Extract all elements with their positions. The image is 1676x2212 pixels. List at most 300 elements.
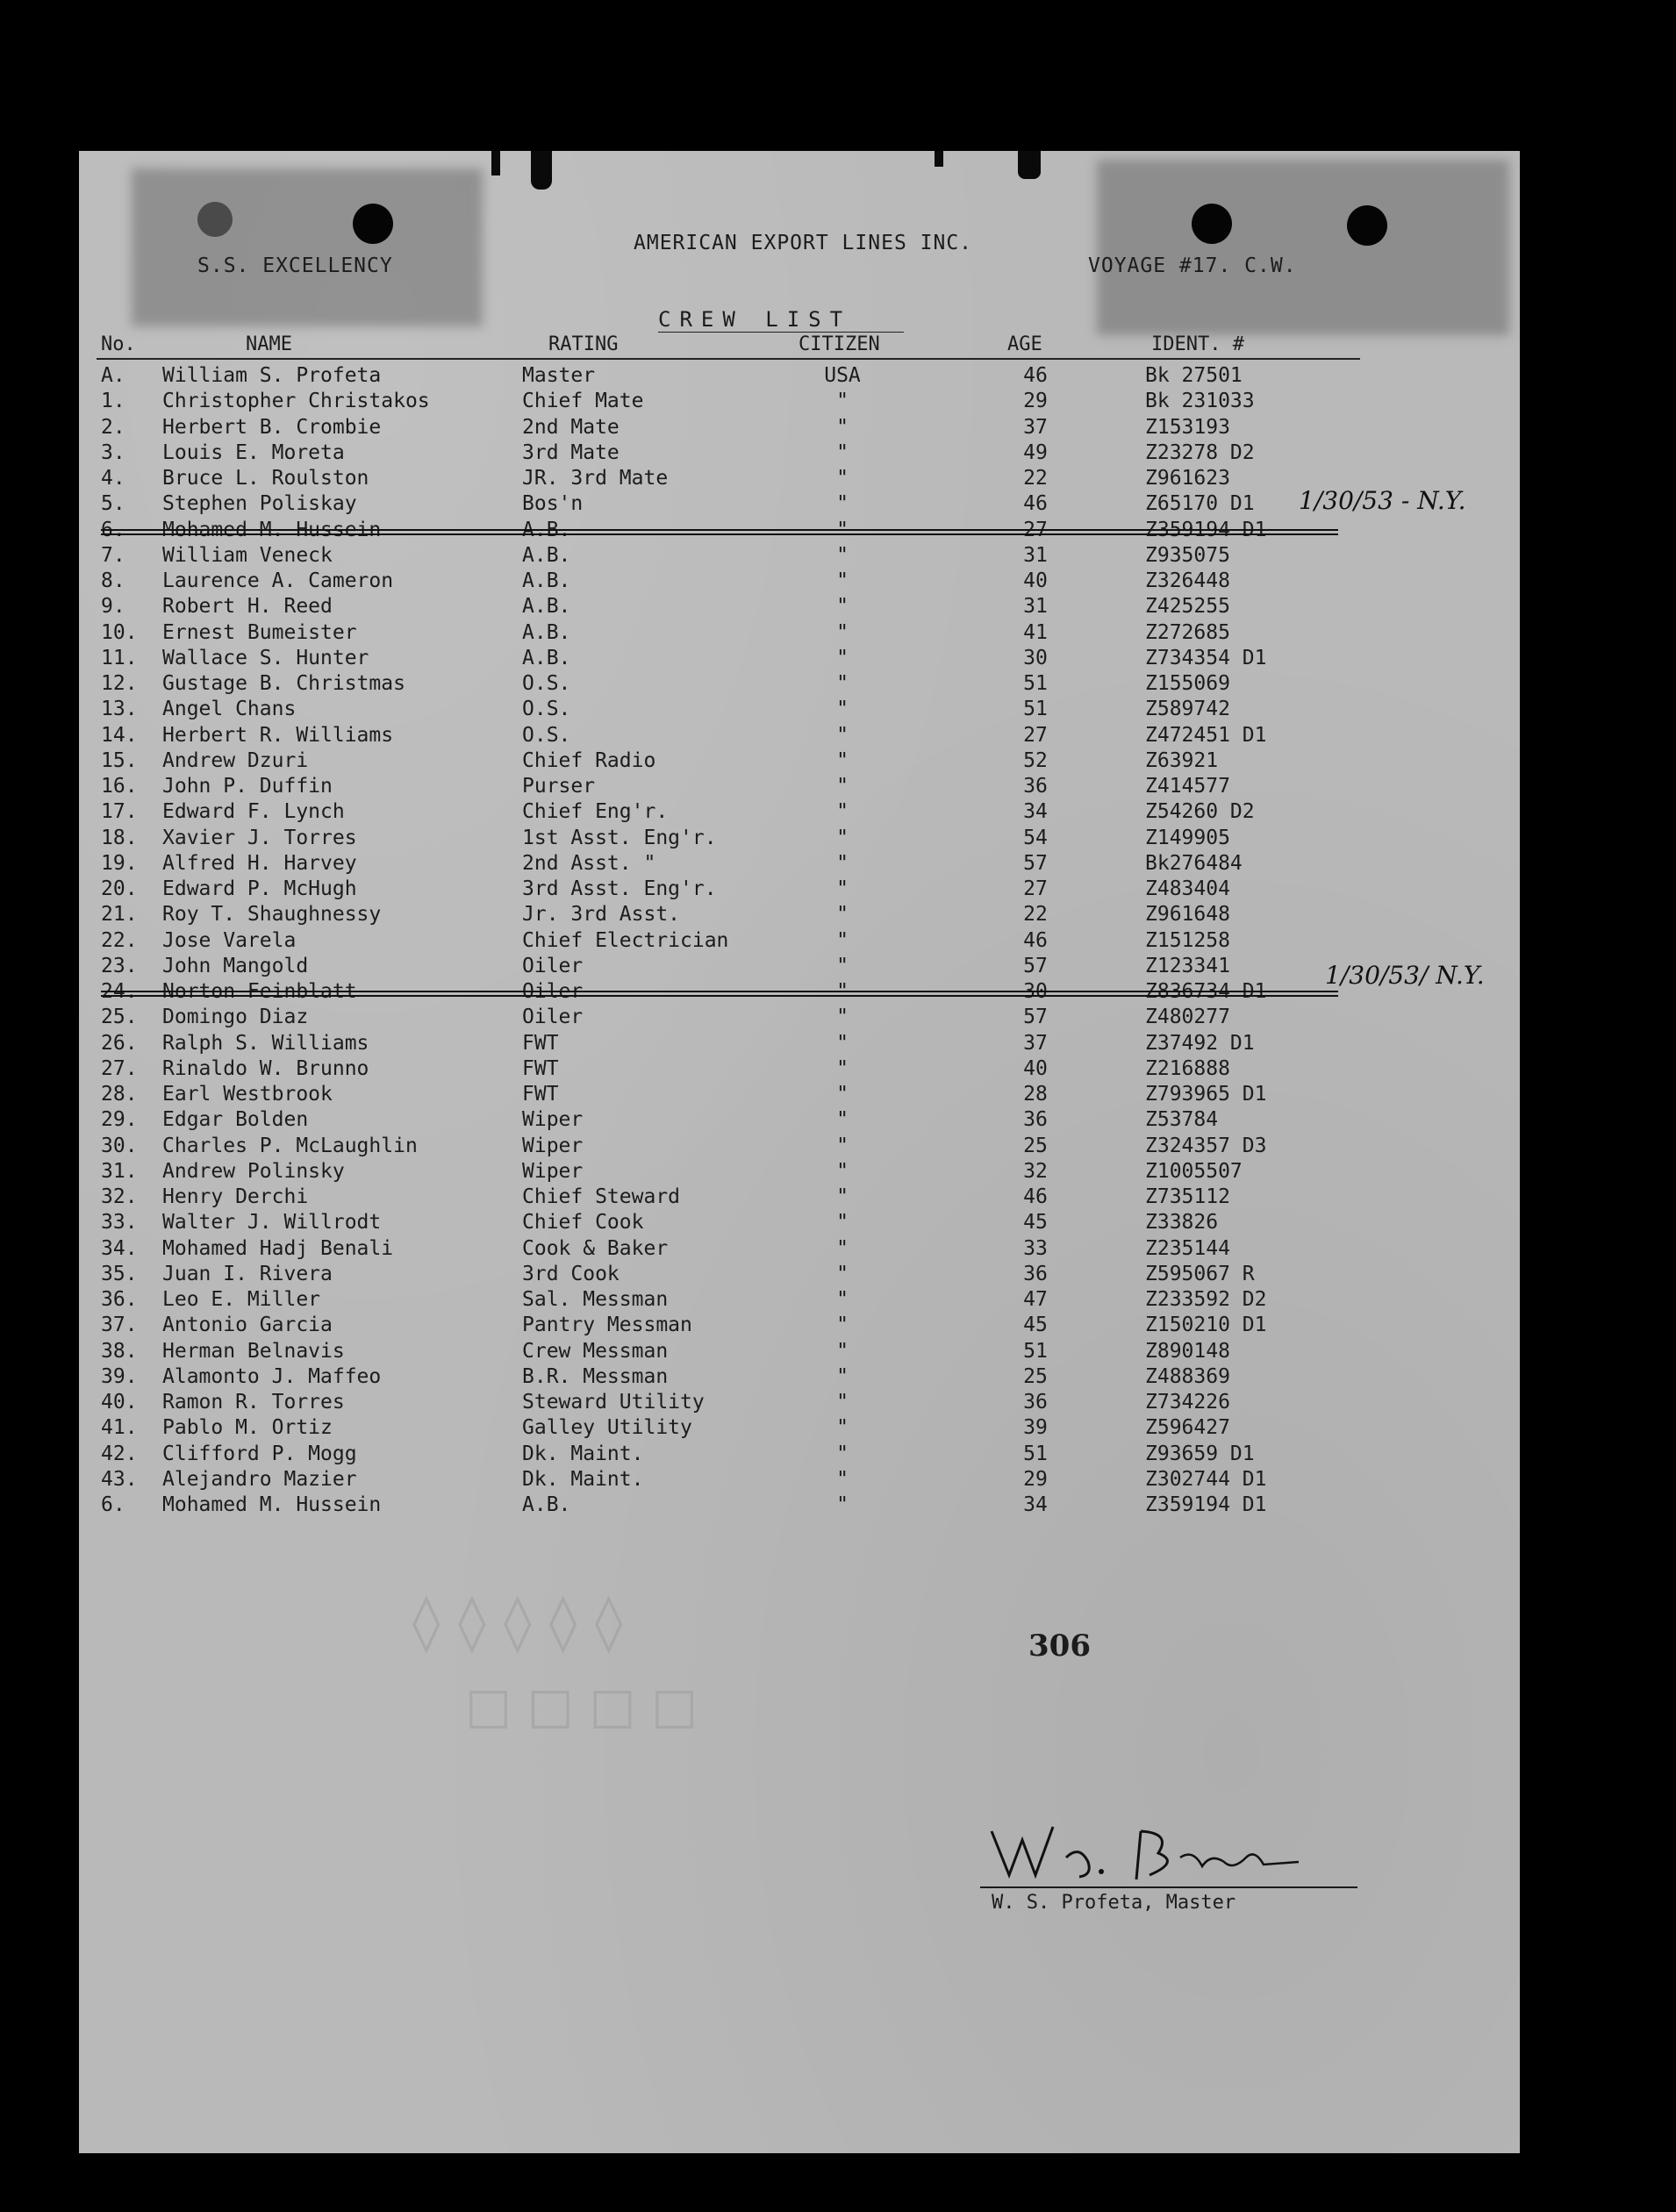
crew-no: 28. [101, 1083, 138, 1106]
ship-name: S.S. EXCELLENCY [197, 254, 393, 277]
table-row [79, 954, 1520, 990]
crew-name: Edward P. McHugh [162, 877, 357, 900]
column-header-citizen: CITIZEN [799, 333, 880, 355]
crew-no: 32. [101, 1185, 138, 1208]
crew-citizen: " [836, 851, 849, 875]
crew-no: 34. [101, 1236, 138, 1260]
crew-name: Stephen Poliskay [162, 492, 357, 516]
crew-age: 57 [1023, 851, 1048, 875]
table-row [79, 851, 1520, 877]
crew-ident: Z53784 [1145, 1108, 1219, 1132]
crew-citizen: " [836, 1493, 849, 1516]
crew-age: 46 [1023, 928, 1048, 952]
crew-ident: Z37492 D1 [1145, 1031, 1255, 1055]
crew-citizen: " [836, 415, 849, 439]
crew-ident: Z235144 [1145, 1236, 1230, 1260]
crew-ident: Z596427 [1145, 1416, 1230, 1440]
crew-rating: 2nd Asst. " [522, 851, 656, 875]
crew-no: 23. [101, 954, 138, 977]
crew-age: 46 [1023, 364, 1048, 387]
crew-age: 57 [1023, 954, 1048, 977]
crew-no: A. [101, 364, 125, 387]
crew-rating: Cook & Baker [522, 1236, 669, 1260]
crew-rating: Chief Radio [522, 748, 656, 772]
strikethrough-line [101, 995, 1338, 997]
crew-age: 40 [1023, 1056, 1048, 1080]
crew-rating: Chief Mate [522, 390, 644, 413]
crew-name: Domingo Diaz [162, 1006, 309, 1029]
table-row [79, 1236, 1520, 1262]
crew-citizen: " [836, 1442, 849, 1465]
crew-name: Herbert R. Williams [162, 723, 394, 747]
crew-citizen: " [836, 1083, 849, 1106]
crew-name: Henry Derchi [162, 1185, 309, 1208]
table-row [79, 1107, 1520, 1133]
crew-no: 6. [101, 1493, 125, 1516]
table-row [79, 1442, 1520, 1467]
table-row [79, 1082, 1520, 1107]
crew-ident: Z123341 [1145, 954, 1230, 977]
crew-age: 46 [1023, 492, 1048, 516]
handwritten-annotation: 1/30/53/ N.Y. [1325, 960, 1485, 990]
column-header-age: AGE [1007, 333, 1042, 355]
table-row [79, 1415, 1520, 1441]
bleed-through-marks: ◊ ◊ ◊ ◊ ◊ [412, 1590, 623, 1655]
crew-name: Pablo M. Ortiz [162, 1416, 333, 1440]
table-row [79, 928, 1520, 954]
strikethrough-line [101, 533, 1338, 535]
crew-age: 25 [1023, 1364, 1048, 1388]
table-row [79, 1159, 1520, 1185]
crew-rating: A.B. [522, 1493, 571, 1516]
crew-no: 30. [101, 1134, 138, 1157]
crew-rating: 3rd Cook [522, 1262, 620, 1285]
crew-rating: FWT [522, 1083, 559, 1106]
signature-line [980, 1886, 1357, 1888]
crew-name: Christopher Christakos [162, 390, 430, 413]
crew-age: 51 [1023, 672, 1048, 695]
paper-tear [531, 151, 552, 190]
table-row [79, 440, 1520, 466]
crew-name: William S. Profeta [162, 364, 382, 387]
crew-age: 41 [1023, 620, 1048, 644]
crew-no: 5. [101, 492, 125, 516]
crew-rating: 3rd Asst. Eng'r. [522, 877, 717, 900]
crew-age: 51 [1023, 1442, 1048, 1465]
table-row [79, 1210, 1520, 1235]
column-header-rating: RATING [548, 333, 619, 355]
crew-no: 2. [101, 415, 125, 439]
document-title: CREW LIST [658, 307, 852, 332]
crew-rating: Oiler [522, 1006, 584, 1029]
table-row [79, 748, 1520, 774]
crew-no: 26. [101, 1031, 138, 1055]
crew-no: 39. [101, 1364, 138, 1388]
crew-name: Edward F. Lynch [162, 800, 345, 824]
table-row [79, 363, 1520, 389]
crew-ident: Z961623 [1145, 467, 1230, 490]
crew-ident: Z425255 [1145, 595, 1230, 619]
table-row [79, 389, 1520, 414]
table-row [79, 1031, 1520, 1056]
crew-rating: Sal. Messman [522, 1288, 669, 1311]
crew-age: 28 [1023, 1083, 1048, 1106]
crew-name: Ramon R. Torres [162, 1391, 345, 1414]
crew-ident: Z589742 [1145, 698, 1230, 721]
crew-name: Robert H. Reed [162, 595, 333, 619]
strikethrough-line [101, 991, 1338, 992]
table-row [79, 1313, 1520, 1338]
crew-citizen: " [836, 1134, 849, 1157]
crew-ident: Z302744 D1 [1145, 1467, 1267, 1491]
crew-ident: Bk 231033 [1145, 390, 1255, 413]
crew-rating: Chief Electrician [522, 928, 729, 952]
crew-ident: Z216888 [1145, 1056, 1230, 1080]
table-row [79, 1390, 1520, 1415]
table-row [79, 1185, 1520, 1210]
crew-age: 32 [1023, 1159, 1048, 1183]
crew-name: Bruce L. Roulston [162, 467, 369, 490]
crew-rating: Chief Eng'r. [522, 800, 669, 824]
crew-citizen: " [836, 1031, 849, 1055]
voyage-number: VOYAGE #17. C.W. [1088, 254, 1297, 277]
table-row [79, 799, 1520, 825]
table-row [79, 774, 1520, 799]
crew-ident: Z735112 [1145, 1185, 1230, 1208]
crew-name: Jose Varela [162, 928, 297, 952]
crew-age: 31 [1023, 543, 1048, 567]
crew-name: Edgar Bolden [162, 1108, 309, 1132]
crew-name: Herman Belnavis [162, 1339, 345, 1363]
crew-citizen: " [836, 723, 849, 747]
crew-age: 27 [1023, 877, 1048, 900]
column-header-ident: IDENT. # [1151, 333, 1244, 355]
crew-ident: Z734226 [1145, 1391, 1230, 1414]
crew-rating: Purser [522, 775, 596, 798]
crew-rating: Pantry Messman [522, 1314, 692, 1337]
crew-citizen: " [836, 492, 849, 516]
crew-no: 15. [101, 748, 138, 772]
crew-name: Mohamed M. Hussein [162, 1493, 382, 1516]
crew-ident: Z359194 D1 [1145, 1493, 1267, 1516]
crew-rating: Chief Cook [522, 1211, 644, 1235]
crew-rating: Chief Steward [522, 1185, 681, 1208]
crew-age: 39 [1023, 1416, 1048, 1440]
punch-hole [353, 204, 393, 244]
paper-tear [1018, 151, 1041, 179]
table-row [79, 486, 1520, 517]
crew-no: 9. [101, 595, 125, 619]
crew-citizen: " [836, 595, 849, 619]
crew-ident: Z155069 [1145, 672, 1230, 695]
crew-rating: Oiler [522, 954, 584, 977]
handwritten-annotation: 1/30/53 - N.Y. [1299, 486, 1466, 516]
table-row [79, 1005, 1520, 1030]
crew-age: 49 [1023, 440, 1048, 464]
crew-rating: Crew Messman [522, 1339, 669, 1363]
crew-ident: Z595067 R [1145, 1262, 1255, 1285]
crew-citizen: " [836, 467, 849, 490]
crew-no: 20. [101, 877, 138, 900]
crew-citizen: " [836, 672, 849, 695]
paper-tear [935, 151, 943, 167]
crew-rating: O.S. [522, 698, 571, 721]
crew-citizen: " [836, 1185, 849, 1208]
crew-name: Antonio Garcia [162, 1314, 333, 1337]
crew-name: John P. Duffin [162, 775, 333, 798]
crew-ident: Z483404 [1145, 877, 1230, 900]
crew-name: Juan I. Rivera [162, 1262, 333, 1285]
crew-age: 36 [1023, 775, 1048, 798]
crew-ident: Bk 27501 [1145, 364, 1243, 387]
crew-name: Walter J. Willrodt [162, 1211, 382, 1235]
crew-no: 43. [101, 1467, 138, 1491]
crew-age: 51 [1023, 1339, 1048, 1363]
table-row [79, 594, 1520, 619]
crew-citizen: " [836, 928, 849, 952]
column-header-no: No. [101, 333, 136, 355]
crew-citizen: " [836, 748, 849, 772]
table-row [79, 543, 1520, 569]
crew-no: 1. [101, 390, 125, 413]
crew-ident: Z326448 [1145, 569, 1230, 592]
crew-name: Clifford P. Mogg [162, 1442, 357, 1465]
punch-hole [197, 202, 233, 237]
crew-no: 27. [101, 1056, 138, 1080]
crew-age: 51 [1023, 698, 1048, 721]
crew-no: 33. [101, 1211, 138, 1235]
crew-age: 36 [1023, 1108, 1048, 1132]
crew-name: Andrew Polinsky [162, 1159, 345, 1183]
table-row [79, 569, 1520, 594]
crew-citizen: " [836, 543, 849, 567]
crew-ident: Z33826 [1145, 1211, 1219, 1235]
crew-name: Laurence A. Cameron [162, 569, 394, 592]
crew-rating: A.B. [522, 569, 571, 592]
crew-citizen: " [836, 800, 849, 824]
crew-no: 25. [101, 1006, 138, 1029]
crew-name: Xavier J. Torres [162, 826, 357, 849]
crew-ident: Z935075 [1145, 543, 1230, 567]
crew-age: 34 [1023, 800, 1048, 824]
crew-citizen: " [836, 1391, 849, 1414]
crew-no: 11. [101, 646, 138, 669]
crew-rating: O.S. [522, 672, 571, 695]
crew-rating: JR. 3rd Mate [522, 467, 669, 490]
crew-age: 29 [1023, 390, 1048, 413]
crew-rating: 1st Asst. Eng'r. [522, 826, 717, 849]
crew-rating: B.R. Messman [522, 1364, 669, 1388]
crew-citizen: " [836, 1364, 849, 1388]
crew-name: Mohamed Hadj Benali [162, 1236, 394, 1260]
crew-name: Wallace S. Hunter [162, 646, 369, 669]
crew-age: 22 [1023, 903, 1048, 927]
table-row [79, 671, 1520, 697]
crew-age: 22 [1023, 467, 1048, 490]
crew-rating: Wiper [522, 1134, 584, 1157]
crew-age: 52 [1023, 748, 1048, 772]
crew-rating: Galley Utility [522, 1416, 692, 1440]
crew-citizen: " [836, 1159, 849, 1183]
table-row [79, 1134, 1520, 1159]
crew-no: 42. [101, 1442, 138, 1465]
crew-ident: Bk276484 [1145, 851, 1243, 875]
crew-ident: Z414577 [1145, 775, 1230, 798]
crew-rating: Bos'n [522, 492, 584, 516]
crew-citizen: " [836, 646, 849, 669]
crew-ident: Z65170 D1 [1145, 492, 1255, 516]
crew-age: 30 [1023, 646, 1048, 669]
crew-no: 40. [101, 1391, 138, 1414]
crew-name: Louis E. Moreta [162, 440, 345, 464]
crew-no: 41. [101, 1416, 138, 1440]
crew-ident: Z233592 D2 [1145, 1288, 1267, 1311]
punch-hole [1192, 204, 1232, 244]
table-row [79, 826, 1520, 851]
table-row-struck [79, 518, 1520, 543]
crew-rating: A.B. [522, 620, 571, 644]
crew-name: William Veneck [162, 543, 333, 567]
crew-age: 31 [1023, 595, 1048, 619]
crew-name: Roy T. Shaughnessy [162, 903, 382, 927]
table-row-struck [79, 979, 1520, 1005]
table-row [79, 723, 1520, 748]
crew-citizen: " [836, 954, 849, 977]
crew-citizen: " [836, 903, 849, 927]
punch-hole [1347, 205, 1387, 246]
crew-name: Andrew Dzuri [162, 748, 309, 772]
crew-name: Gustage B. Christmas [162, 672, 405, 695]
crew-citizen: " [836, 1211, 849, 1235]
crew-age: 57 [1023, 1006, 1048, 1029]
crew-age: 37 [1023, 1031, 1048, 1055]
crew-rating: Master [522, 364, 596, 387]
crew-citizen: " [836, 569, 849, 592]
table-row [79, 697, 1520, 722]
page-number: 306 [1028, 1629, 1091, 1664]
table-row [79, 1287, 1520, 1313]
crew-no: 17. [101, 800, 138, 824]
crew-age: 29 [1023, 1467, 1048, 1491]
crew-no: 10. [101, 620, 138, 644]
crew-ident: Z150210 D1 [1145, 1314, 1267, 1337]
crew-rating: Dk. Maint. [522, 1442, 644, 1465]
crew-no: 13. [101, 698, 138, 721]
crew-list-document [79, 151, 1520, 2153]
crew-rating: O.S. [522, 723, 571, 747]
crew-name: John Mangold [162, 954, 309, 977]
crew-ident: Z63921 [1145, 748, 1219, 772]
title-underline [658, 332, 904, 333]
crew-ident: Z890148 [1145, 1339, 1230, 1363]
paper-tear [491, 151, 500, 175]
crew-citizen: " [836, 775, 849, 798]
table-row [79, 1467, 1520, 1493]
crew-citizen: " [836, 1108, 849, 1132]
paper-stain [1097, 160, 1509, 335]
company-name: AMERICAN EXPORT LINES INC. [634, 232, 973, 254]
crew-rating: A.B. [522, 646, 571, 669]
crew-no: 4. [101, 467, 125, 490]
crew-citizen: " [836, 1006, 849, 1029]
crew-rating: 3rd Mate [522, 440, 620, 464]
crew-age: 33 [1023, 1236, 1048, 1260]
crew-age: 34 [1023, 1493, 1048, 1516]
crew-no: 8. [101, 569, 125, 592]
crew-no: 35. [101, 1262, 138, 1285]
crew-citizen: " [836, 1288, 849, 1311]
crew-citizen: " [836, 877, 849, 900]
crew-age: 54 [1023, 826, 1048, 849]
crew-ident: Z153193 [1145, 415, 1230, 439]
crew-no: 14. [101, 723, 138, 747]
table-row [79, 1364, 1520, 1390]
crew-age: 46 [1023, 1185, 1048, 1208]
header-rule [97, 358, 1360, 360]
crew-no: 37. [101, 1314, 138, 1337]
crew-name: Angel Chans [162, 698, 297, 721]
crew-age: 40 [1023, 569, 1048, 592]
crew-table [79, 363, 1520, 1518]
crew-no: 12. [101, 672, 138, 695]
crew-citizen: " [836, 390, 849, 413]
crew-name: Leo E. Miller [162, 1288, 321, 1311]
crew-age: 45 [1023, 1211, 1048, 1235]
crew-age: 45 [1023, 1314, 1048, 1337]
crew-ident: Z272685 [1145, 620, 1230, 644]
crew-citizen: " [836, 1467, 849, 1491]
crew-name: Herbert B. Crombie [162, 415, 382, 439]
crew-citizen: " [836, 1416, 849, 1440]
column-header-name: NAME [246, 333, 292, 355]
crew-age: 36 [1023, 1391, 1048, 1414]
crew-citizen: " [836, 440, 849, 464]
crew-rating: Dk. Maint. [522, 1467, 644, 1491]
crew-rating: A.B. [522, 543, 571, 567]
crew-ident: Z1005507 [1145, 1159, 1243, 1183]
crew-age: 27 [1023, 723, 1048, 747]
crew-no: 21. [101, 903, 138, 927]
crew-no: 22. [101, 928, 138, 952]
crew-name: Alfred H. Harvey [162, 851, 357, 875]
crew-citizen: USA [824, 364, 861, 387]
crew-age: 47 [1023, 1288, 1048, 1311]
crew-name: Alamonto J. Maffeo [162, 1364, 382, 1388]
table-row [79, 1056, 1520, 1082]
crew-citizen: " [836, 620, 849, 644]
crew-rating: Wiper [522, 1108, 584, 1132]
crew-name: Alejandro Mazier [162, 1467, 357, 1491]
crew-ident: Z149905 [1145, 826, 1230, 849]
crew-rating: FWT [522, 1031, 559, 1055]
table-row [79, 415, 1520, 440]
crew-age: 25 [1023, 1134, 1048, 1157]
crew-ident: Z961648 [1145, 903, 1230, 927]
table-row [79, 620, 1520, 646]
crew-no: 3. [101, 440, 125, 464]
table-row [79, 1493, 1520, 1518]
crew-no: 7. [101, 543, 125, 567]
crew-rating: FWT [522, 1056, 559, 1080]
crew-citizen: " [836, 826, 849, 849]
crew-ident: Z472451 D1 [1145, 723, 1267, 747]
crew-citizen: " [836, 1236, 849, 1260]
crew-ident: Z480277 [1145, 1006, 1230, 1029]
signature-caption: W. S. Profeta, Master [992, 1892, 1236, 1914]
crew-age: 37 [1023, 415, 1048, 439]
table-row [79, 1339, 1520, 1364]
crew-ident: Z793965 D1 [1145, 1083, 1267, 1106]
